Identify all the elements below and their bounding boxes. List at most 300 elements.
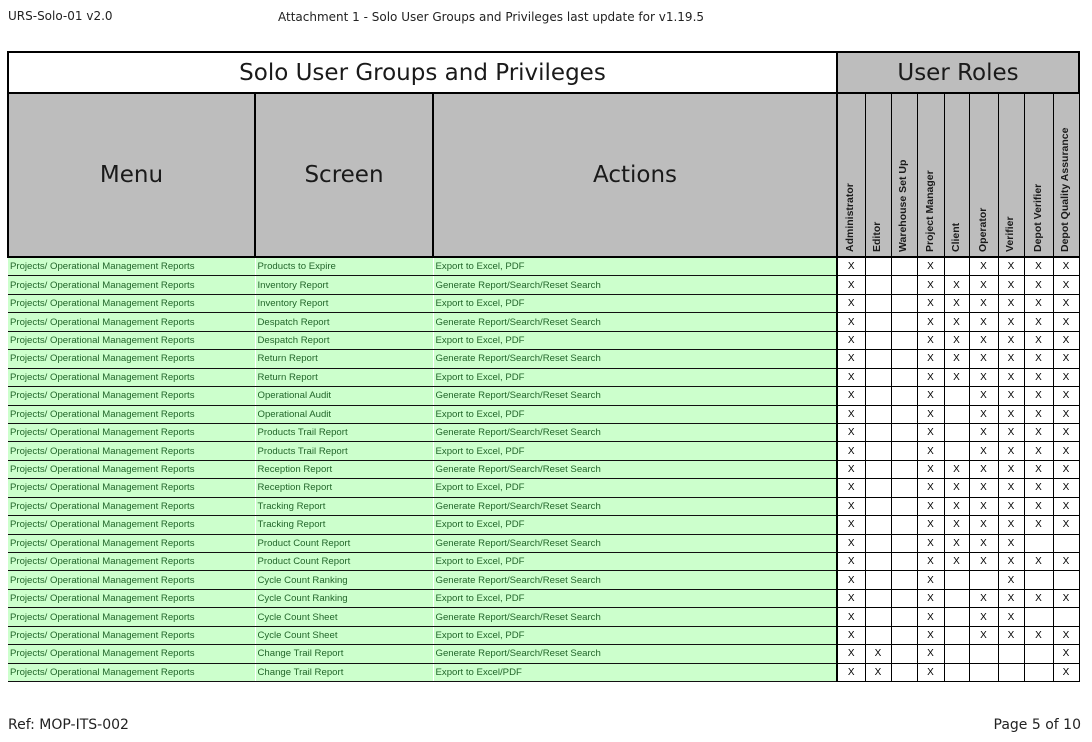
- privilege-mark: X: [998, 479, 1024, 497]
- screen-cell: Operational Audit: [255, 405, 433, 423]
- footer-reference: Ref: MOP-ITS-002: [8, 717, 129, 733]
- privilege-mark: X: [917, 645, 944, 663]
- menu-cell: Projects/ Operational Management Reports: [8, 608, 255, 626]
- privilege-mark: X: [1053, 497, 1079, 515]
- table-row: [8, 479, 1079, 497]
- privilege-mark: X: [944, 350, 969, 368]
- screen-cell: Despatch Report: [255, 313, 433, 331]
- privilege-mark: X: [917, 497, 944, 515]
- privilege-mark: X: [837, 442, 865, 460]
- privileges-table-body: [8, 257, 1079, 682]
- privilege-mark: X: [1024, 423, 1053, 441]
- screen-cell: Operational Audit: [255, 387, 433, 405]
- privilege-mark: X: [969, 294, 998, 312]
- privilege-mark: X: [837, 534, 865, 552]
- privilege-mark: X: [969, 423, 998, 441]
- privilege-mark: [944, 589, 969, 607]
- screen-cell: Return Report: [255, 350, 433, 368]
- table-row: [8, 313, 1079, 331]
- action-cell: Export to Excel, PDF: [433, 553, 837, 571]
- privilege-mark: X: [1024, 387, 1053, 405]
- privilege-mark: X: [1053, 350, 1079, 368]
- attachment-title: Attachment 1 - Solo User Groups and Privileges last update for v1.19.5: [278, 10, 705, 24]
- privilege-mark: [891, 313, 917, 331]
- action-cell: Export to Excel, PDF: [433, 516, 837, 534]
- screen-column-header: Screen: [255, 93, 433, 257]
- table-row: [8, 257, 1079, 276]
- privilege-mark: X: [1053, 589, 1079, 607]
- screen-cell: Return Report: [255, 368, 433, 386]
- privilege-mark: X: [917, 387, 944, 405]
- screen-cell: Cycle Count Sheet: [255, 626, 433, 644]
- table-row: [8, 460, 1079, 478]
- role-header-editor: Editor: [865, 93, 891, 257]
- menu-cell: Projects/ Operational Management Reports: [8, 460, 255, 478]
- menu-cell: Projects/ Operational Management Reports: [8, 497, 255, 515]
- menu-cell: Projects/ Operational Management Reports: [8, 534, 255, 552]
- menu-cell: Projects/ Operational Management Reports: [8, 479, 255, 497]
- privilege-mark: X: [1024, 294, 1053, 312]
- screen-cell: Despatch Report: [255, 331, 433, 349]
- action-cell: Export to Excel, PDF: [433, 626, 837, 644]
- privilege-mark: [944, 257, 969, 276]
- role-header-verifier: Verifier: [998, 93, 1024, 257]
- privilege-mark: X: [837, 423, 865, 441]
- menu-cell: Projects/ Operational Management Reports: [8, 626, 255, 644]
- privilege-mark: X: [837, 294, 865, 312]
- role-header-depot-quality-assurance: Depot Quality Assurance: [1053, 93, 1079, 257]
- menu-cell: Projects/ Operational Management Reports: [8, 516, 255, 534]
- privilege-mark: X: [1024, 313, 1053, 331]
- action-cell: Generate Report/Search/Reset Search: [433, 645, 837, 663]
- menu-cell: Projects/ Operational Management Reports: [8, 589, 255, 607]
- menu-cell: Projects/ Operational Management Reports: [8, 350, 255, 368]
- privilege-mark: X: [1024, 350, 1053, 368]
- menu-cell: Projects/ Operational Management Reports: [8, 294, 255, 312]
- privilege-mark: X: [917, 313, 944, 331]
- privilege-mark: X: [917, 276, 944, 294]
- privilege-mark: X: [865, 663, 891, 681]
- privilege-mark: X: [837, 608, 865, 626]
- privileges-table: [7, 51, 1080, 682]
- privilege-mark: X: [969, 257, 998, 276]
- privilege-mark: X: [837, 276, 865, 294]
- action-cell: Export to Excel, PDF: [433, 405, 837, 423]
- table-title: Solo User Groups and Privileges: [8, 52, 837, 93]
- privilege-mark: [891, 626, 917, 644]
- privilege-mark: X: [1053, 553, 1079, 571]
- privilege-mark: [891, 608, 917, 626]
- privilege-mark: [1024, 608, 1053, 626]
- table-row: [8, 331, 1079, 349]
- privilege-mark: X: [837, 460, 865, 478]
- privilege-mark: [944, 571, 969, 589]
- privilege-mark: X: [865, 645, 891, 663]
- privilege-mark: X: [1053, 442, 1079, 460]
- privilege-mark: X: [1053, 626, 1079, 644]
- privilege-mark: X: [998, 405, 1024, 423]
- table-row: [8, 534, 1079, 552]
- privilege-mark: X: [917, 405, 944, 423]
- privilege-mark: [891, 589, 917, 607]
- privilege-mark: X: [969, 460, 998, 478]
- privilege-mark: X: [1024, 442, 1053, 460]
- privilege-mark: [865, 479, 891, 497]
- privilege-mark: X: [917, 553, 944, 571]
- privilege-mark: X: [944, 553, 969, 571]
- action-cell: Export to Excel, PDF: [433, 257, 837, 276]
- action-cell: Generate Report/Search/Reset Search: [433, 608, 837, 626]
- table-row: [8, 405, 1079, 423]
- privilege-mark: [891, 331, 917, 349]
- menu-column-header: Menu: [8, 93, 255, 257]
- privilege-mark: [891, 460, 917, 478]
- table-row: [8, 368, 1079, 386]
- privilege-mark: X: [917, 516, 944, 534]
- privilege-mark: X: [917, 350, 944, 368]
- menu-cell: Projects/ Operational Management Reports: [8, 368, 255, 386]
- role-header-administrator: Administrator: [837, 93, 865, 257]
- privilege-mark: X: [944, 368, 969, 386]
- menu-cell: Projects/ Operational Management Reports: [8, 387, 255, 405]
- privilege-mark: X: [998, 442, 1024, 460]
- privilege-mark: X: [1053, 423, 1079, 441]
- privilege-mark: X: [1024, 276, 1053, 294]
- privilege-mark: [944, 645, 969, 663]
- privilege-mark: X: [1053, 331, 1079, 349]
- action-cell: Export to Excel/PDF: [433, 663, 837, 681]
- privilege-mark: [891, 479, 917, 497]
- privilege-mark: X: [998, 553, 1024, 571]
- menu-cell: Projects/ Operational Management Reports: [8, 663, 255, 681]
- action-cell: Generate Report/Search/Reset Search: [433, 534, 837, 552]
- privilege-mark: [891, 534, 917, 552]
- privilege-mark: X: [917, 460, 944, 478]
- screen-cell: Product Count Report: [255, 534, 433, 552]
- privilege-mark: X: [917, 534, 944, 552]
- privilege-mark: X: [1024, 368, 1053, 386]
- privilege-mark: X: [944, 276, 969, 294]
- privilege-mark: [891, 571, 917, 589]
- privilege-mark: X: [917, 331, 944, 349]
- privilege-mark: X: [969, 626, 998, 644]
- document-id: URS-Solo-01 v2.0: [8, 9, 113, 23]
- table-row: [8, 442, 1079, 460]
- privilege-mark: X: [917, 423, 944, 441]
- action-cell: Generate Report/Search/Reset Search: [433, 276, 837, 294]
- privilege-mark: X: [1024, 460, 1053, 478]
- privilege-mark: X: [917, 571, 944, 589]
- privilege-mark: X: [917, 368, 944, 386]
- privilege-mark: X: [837, 313, 865, 331]
- menu-cell: Projects/ Operational Management Reports: [8, 331, 255, 349]
- privilege-mark: X: [1024, 497, 1053, 515]
- privilege-mark: X: [1053, 276, 1079, 294]
- menu-cell: Projects/ Operational Management Reports: [8, 442, 255, 460]
- privilege-mark: [891, 553, 917, 571]
- privilege-mark: X: [837, 663, 865, 681]
- screen-cell: Products Trail Report: [255, 442, 433, 460]
- privilege-mark: X: [1053, 663, 1079, 681]
- privilege-mark: [891, 405, 917, 423]
- privilege-mark: X: [1053, 460, 1079, 478]
- action-cell: Generate Report/Search/Reset Search: [433, 423, 837, 441]
- privilege-mark: [891, 294, 917, 312]
- table-row: [8, 663, 1079, 681]
- privilege-mark: [865, 294, 891, 312]
- privilege-mark: [865, 608, 891, 626]
- action-cell: Generate Report/Search/Reset Search: [433, 460, 837, 478]
- privilege-mark: [998, 645, 1024, 663]
- privilege-mark: X: [969, 442, 998, 460]
- privilege-mark: [865, 516, 891, 534]
- screen-cell: Products to Expire: [255, 257, 433, 276]
- privilege-mark: X: [1053, 387, 1079, 405]
- privilege-mark: X: [1053, 516, 1079, 534]
- privilege-mark: X: [1024, 405, 1053, 423]
- privilege-mark: X: [969, 589, 998, 607]
- menu-cell: Projects/ Operational Management Reports: [8, 405, 255, 423]
- privilege-mark: X: [944, 460, 969, 478]
- privilege-mark: X: [998, 257, 1024, 276]
- action-cell: Export to Excel, PDF: [433, 368, 837, 386]
- privilege-mark: [865, 626, 891, 644]
- privilege-mark: [944, 608, 969, 626]
- menu-cell: Projects/ Operational Management Reports: [8, 423, 255, 441]
- privilege-mark: X: [944, 313, 969, 331]
- action-cell: Export to Excel, PDF: [433, 294, 837, 312]
- privilege-mark: X: [944, 497, 969, 515]
- screen-cell: Cycle Count Ranking: [255, 589, 433, 607]
- table-row: [8, 294, 1079, 312]
- privilege-mark: X: [917, 442, 944, 460]
- screen-cell: Products Trail Report: [255, 423, 433, 441]
- privilege-mark: [1024, 645, 1053, 663]
- privilege-mark: X: [837, 350, 865, 368]
- action-cell: Export to Excel, PDF: [433, 479, 837, 497]
- privilege-mark: X: [917, 663, 944, 681]
- screen-cell: Reception Report: [255, 479, 433, 497]
- privilege-mark: X: [998, 331, 1024, 349]
- privilege-mark: X: [1053, 645, 1079, 663]
- role-header-project-manager: Project Manager: [917, 93, 944, 257]
- privilege-mark: [969, 663, 998, 681]
- menu-cell: Projects/ Operational Management Reports: [8, 645, 255, 663]
- privilege-mark: [1053, 608, 1079, 626]
- privilege-mark: X: [917, 608, 944, 626]
- privilege-mark: [865, 571, 891, 589]
- privilege-mark: X: [837, 331, 865, 349]
- privilege-mark: X: [998, 626, 1024, 644]
- action-cell: Generate Report/Search/Reset Search: [433, 387, 837, 405]
- privilege-mark: [969, 645, 998, 663]
- privilege-mark: X: [1024, 257, 1053, 276]
- privilege-mark: X: [1053, 313, 1079, 331]
- screen-cell: Tracking Report: [255, 497, 433, 515]
- privilege-mark: [865, 313, 891, 331]
- privilege-mark: X: [998, 423, 1024, 441]
- privilege-mark: X: [837, 387, 865, 405]
- privilege-mark: [891, 645, 917, 663]
- privilege-mark: X: [998, 589, 1024, 607]
- action-cell: Export to Excel, PDF: [433, 331, 837, 349]
- actions-column-header: Actions: [433, 93, 837, 257]
- privilege-mark: X: [969, 350, 998, 368]
- privilege-mark: [969, 571, 998, 589]
- privilege-mark: X: [1053, 257, 1079, 276]
- role-header-client: Client: [944, 93, 969, 257]
- screen-cell: Cycle Count Ranking: [255, 571, 433, 589]
- privilege-mark: X: [944, 534, 969, 552]
- screen-cell: Product Count Report: [255, 553, 433, 571]
- privilege-mark: [891, 368, 917, 386]
- privilege-mark: [865, 589, 891, 607]
- privilege-mark: X: [1024, 516, 1053, 534]
- privilege-mark: X: [837, 516, 865, 534]
- privilege-mark: X: [1053, 405, 1079, 423]
- privilege-mark: [865, 405, 891, 423]
- privilege-mark: [891, 516, 917, 534]
- table-row: [8, 276, 1079, 294]
- privilege-mark: [891, 387, 917, 405]
- privilege-mark: X: [837, 257, 865, 276]
- privilege-mark: [944, 442, 969, 460]
- privilege-mark: [1024, 534, 1053, 552]
- action-cell: Generate Report/Search/Reset Search: [433, 350, 837, 368]
- privilege-mark: X: [944, 516, 969, 534]
- privilege-mark: X: [837, 497, 865, 515]
- table-row: [8, 626, 1079, 644]
- privilege-mark: X: [998, 516, 1024, 534]
- privilege-mark: [944, 626, 969, 644]
- privilege-mark: X: [917, 257, 944, 276]
- privilege-mark: [865, 276, 891, 294]
- privilege-mark: [865, 257, 891, 276]
- privilege-mark: [891, 442, 917, 460]
- privilege-mark: X: [969, 368, 998, 386]
- privilege-mark: [1053, 571, 1079, 589]
- privilege-mark: [865, 553, 891, 571]
- privilege-mark: X: [969, 479, 998, 497]
- privilege-mark: X: [998, 571, 1024, 589]
- privilege-mark: X: [969, 405, 998, 423]
- table-row: [8, 387, 1079, 405]
- privilege-mark: [865, 442, 891, 460]
- page-number: Page 5 of 10: [993, 717, 1081, 733]
- privilege-mark: X: [998, 368, 1024, 386]
- privilege-mark: [865, 350, 891, 368]
- screen-cell: Tracking Report: [255, 516, 433, 534]
- privilege-mark: X: [969, 553, 998, 571]
- privilege-mark: X: [998, 294, 1024, 312]
- privilege-mark: X: [837, 405, 865, 423]
- privilege-mark: X: [998, 387, 1024, 405]
- menu-cell: Projects/ Operational Management Reports: [8, 571, 255, 589]
- privilege-mark: X: [917, 626, 944, 644]
- privilege-mark: X: [837, 368, 865, 386]
- privilege-mark: X: [998, 534, 1024, 552]
- privilege-mark: [891, 350, 917, 368]
- action-cell: Generate Report/Search/Reset Search: [433, 313, 837, 331]
- role-header-operator: Operator: [969, 93, 998, 257]
- table-row: [8, 497, 1079, 515]
- screen-cell: Inventory Report: [255, 294, 433, 312]
- privilege-mark: X: [969, 313, 998, 331]
- screen-cell: Change Trail Report: [255, 645, 433, 663]
- privilege-mark: [865, 497, 891, 515]
- privilege-mark: X: [917, 589, 944, 607]
- privilege-mark: X: [998, 350, 1024, 368]
- privilege-mark: X: [944, 331, 969, 349]
- privilege-mark: X: [998, 276, 1024, 294]
- privilege-mark: X: [998, 460, 1024, 478]
- table-row: [8, 645, 1079, 663]
- privilege-mark: X: [998, 313, 1024, 331]
- privilege-mark: X: [1024, 331, 1053, 349]
- privilege-mark: [865, 331, 891, 349]
- privilege-mark: X: [1024, 626, 1053, 644]
- privilege-mark: [1024, 663, 1053, 681]
- privilege-mark: X: [998, 608, 1024, 626]
- table-row: [8, 350, 1079, 368]
- privilege-mark: [865, 387, 891, 405]
- privilege-mark: X: [837, 626, 865, 644]
- privilege-mark: [891, 276, 917, 294]
- privilege-mark: [891, 497, 917, 515]
- privilege-mark: [944, 405, 969, 423]
- privilege-mark: X: [837, 645, 865, 663]
- privilege-mark: X: [969, 331, 998, 349]
- privilege-mark: [865, 423, 891, 441]
- privilege-mark: X: [1053, 479, 1079, 497]
- action-cell: Export to Excel, PDF: [433, 442, 837, 460]
- privilege-mark: [1024, 571, 1053, 589]
- privilege-mark: X: [944, 294, 969, 312]
- privilege-mark: [891, 423, 917, 441]
- privilege-mark: X: [998, 497, 1024, 515]
- menu-cell: Projects/ Operational Management Reports: [8, 276, 255, 294]
- privilege-mark: [865, 534, 891, 552]
- role-header-warehouse-set-up: Warehouse Set Up: [891, 93, 917, 257]
- table-row: [8, 571, 1079, 589]
- privilege-mark: X: [837, 589, 865, 607]
- privilege-mark: [1053, 534, 1079, 552]
- privilege-mark: X: [969, 608, 998, 626]
- menu-cell: Projects/ Operational Management Reports: [8, 553, 255, 571]
- screen-cell: Reception Report: [255, 460, 433, 478]
- privilege-mark: X: [837, 479, 865, 497]
- privilege-mark: [891, 257, 917, 276]
- privilege-mark: [944, 387, 969, 405]
- privilege-mark: [944, 423, 969, 441]
- privilege-mark: X: [944, 479, 969, 497]
- privilege-mark: X: [1024, 479, 1053, 497]
- screen-cell: Change Trail Report: [255, 663, 433, 681]
- table-row: [8, 553, 1079, 571]
- action-cell: Export to Excel, PDF: [433, 589, 837, 607]
- privilege-mark: X: [969, 276, 998, 294]
- menu-cell: Projects/ Operational Management Reports: [8, 313, 255, 331]
- screen-cell: Cycle Count Sheet: [255, 608, 433, 626]
- privilege-mark: [865, 460, 891, 478]
- screen-cell: Inventory Report: [255, 276, 433, 294]
- privilege-mark: [891, 663, 917, 681]
- privilege-mark: [998, 663, 1024, 681]
- privilege-mark: X: [969, 497, 998, 515]
- privilege-mark: X: [969, 387, 998, 405]
- table-row: [8, 608, 1079, 626]
- table-row: [8, 589, 1079, 607]
